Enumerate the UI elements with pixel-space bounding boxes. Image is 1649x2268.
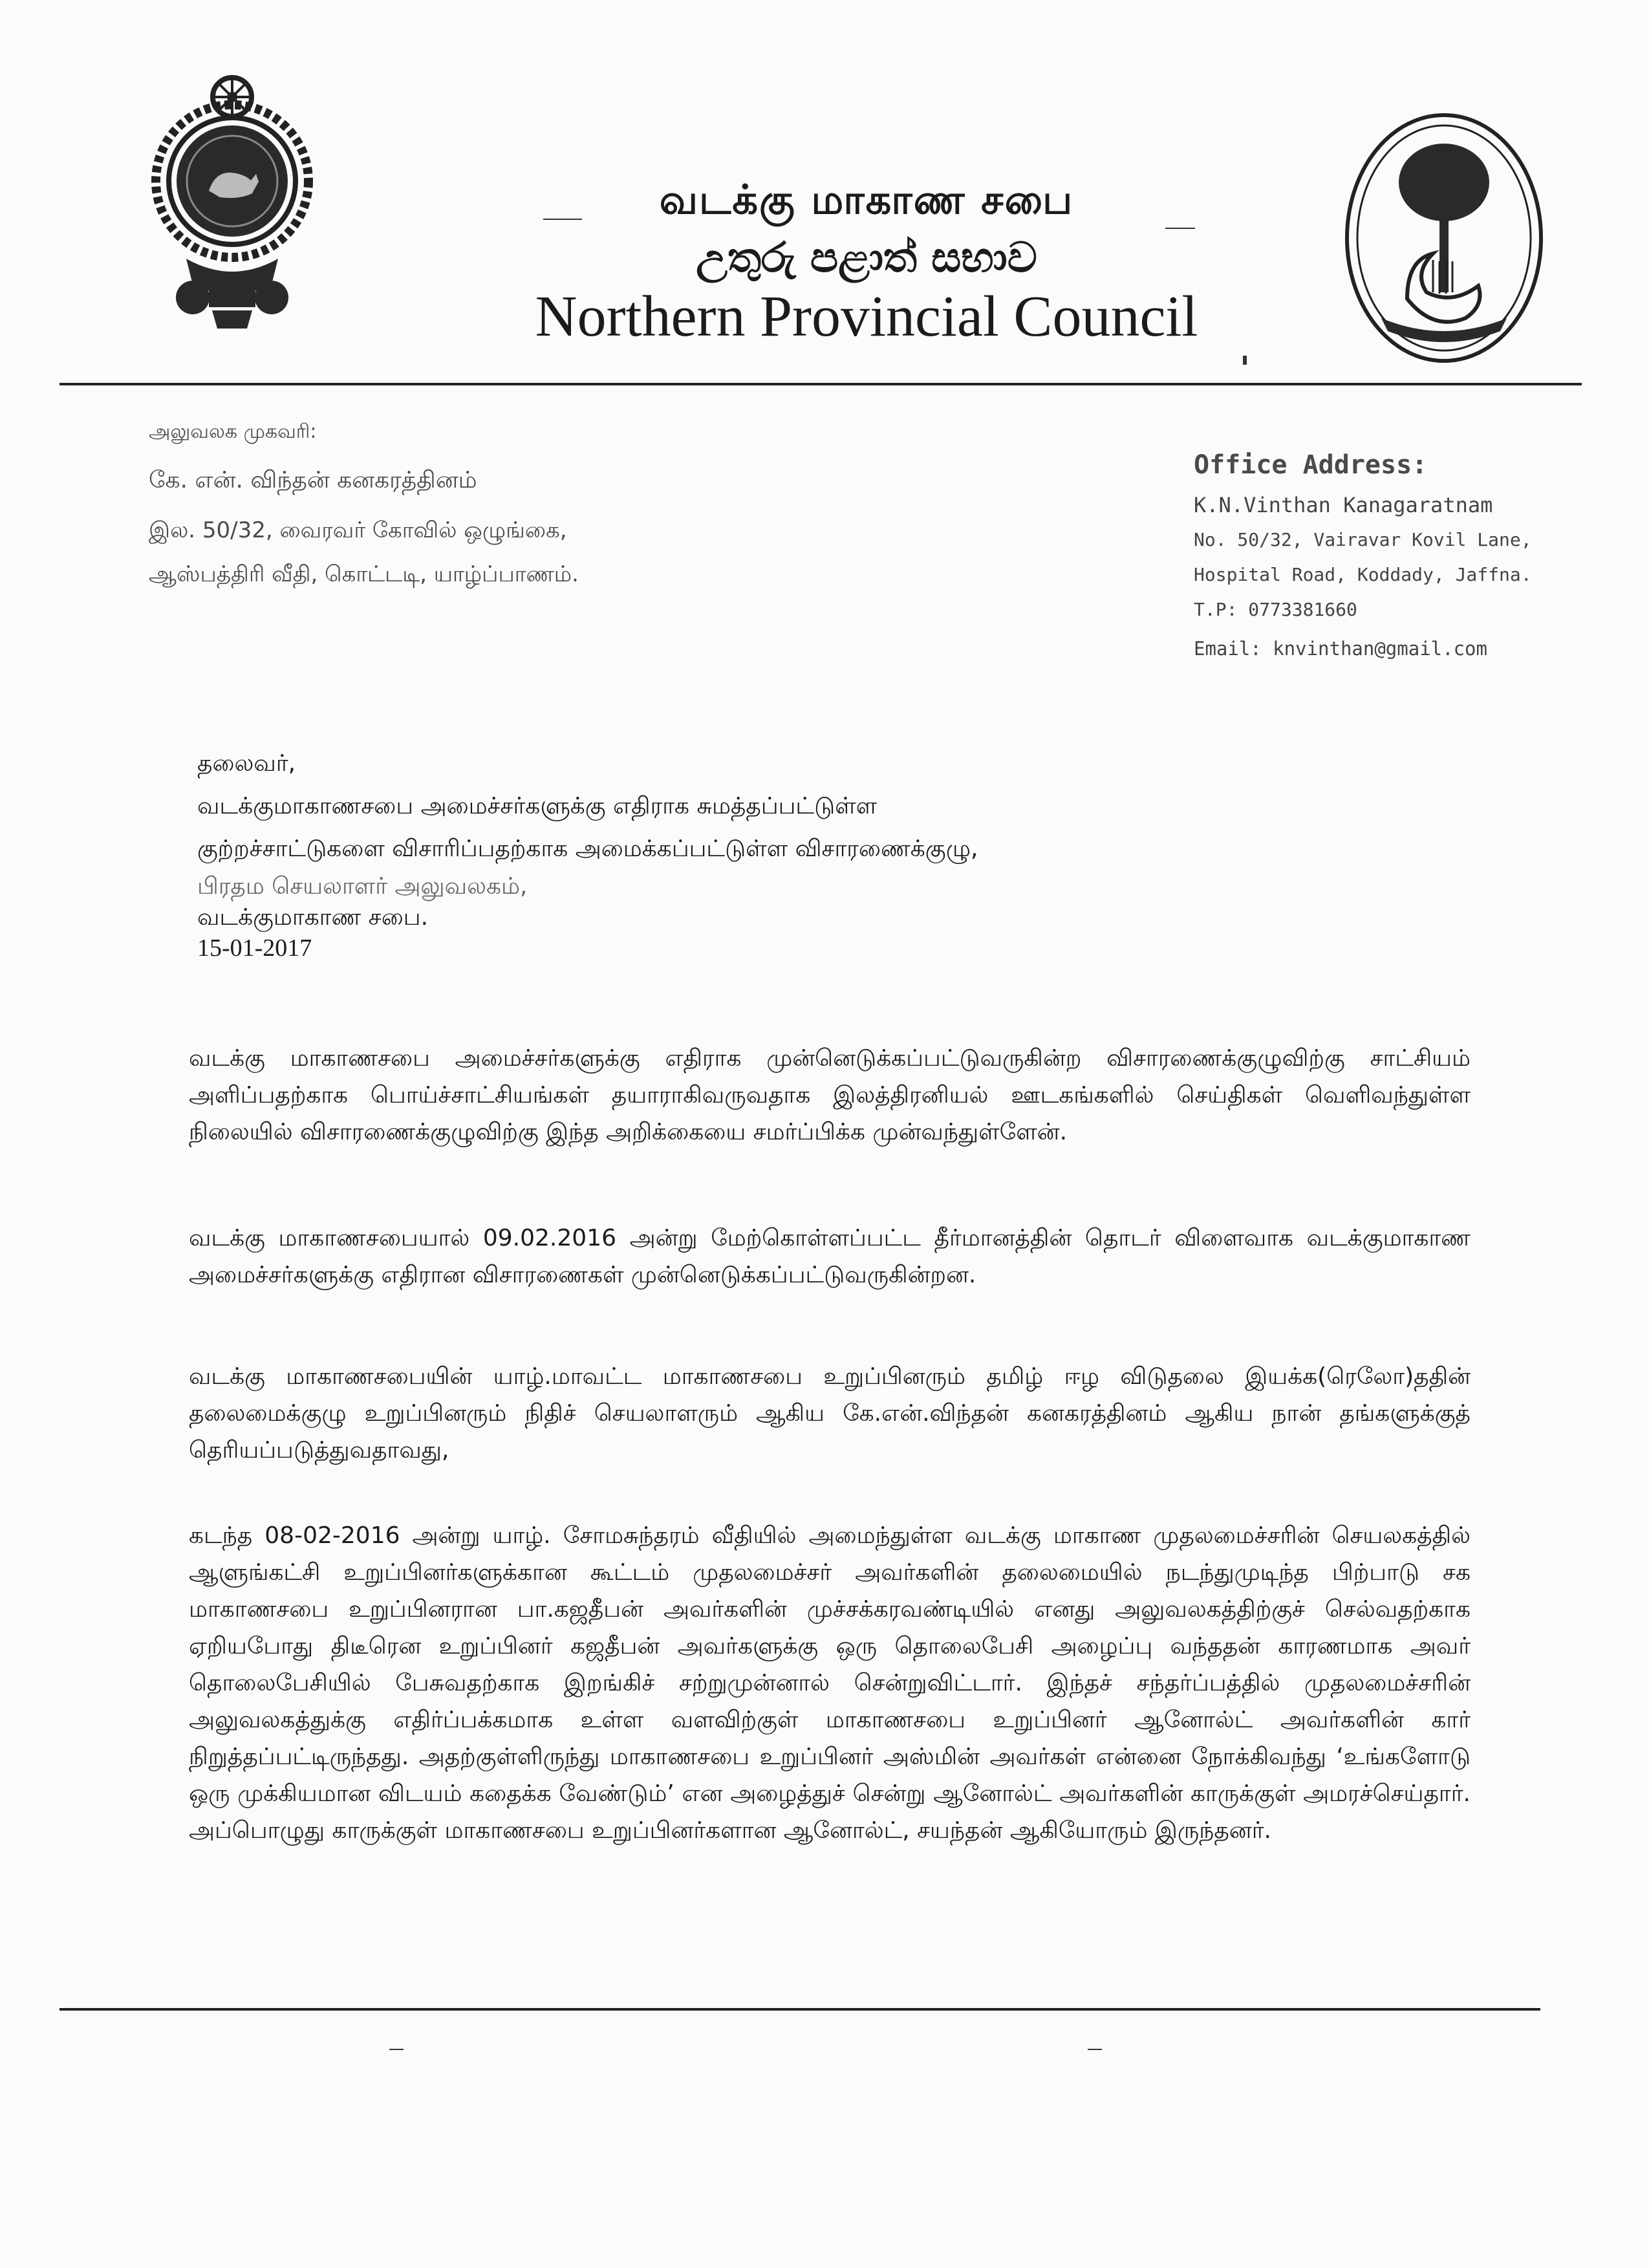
letterhead-dash — [543, 219, 582, 220]
footer-mark — [1088, 2049, 1102, 2050]
office-address-label-tamil: அலுவலக முகவரி: — [149, 420, 317, 443]
office-address-line-english: No. 50/32, Vairavar Kovil Lane, — [1194, 529, 1532, 550]
office-phone: T.P: 0773381660 — [1194, 599, 1357, 620]
office-address-line-tamil: இல. 50/32, வைரவர் கோவில் ஒழுங்கை, — [149, 517, 567, 543]
office-address-label-english: Office Address: — [1194, 450, 1428, 480]
office-address-line-tamil: ஆஸ்பத்திரி வீதி, கொட்டடி, யாழ்ப்பாணம். — [149, 561, 579, 587]
recipient-line: வடக்குமாகாணசபை அமைச்சர்களுக்கு எதிராக சுமத்தப்பட்டுள்ள — [197, 793, 878, 819]
letterhead-mark — [1243, 356, 1247, 365]
office-name-english: K.N.Vinthan Kanagaratnam — [1194, 493, 1493, 517]
recipient-council: வடக்குமாகாண சபை. — [197, 904, 429, 931]
recipient-office: பிரதம செயலாளர் அலுவலகம், — [197, 873, 528, 900]
body-paragraph-4: கடந்த 08-02-2016 அன்று யாழ். சோமசுந்தரம் வீதியில் அமைந்துள்ள வடக்கு மாகாண முதலமைச்சரின் செயலகத்தில் ஆளுங்கட்சி உறுப்பினர்களுக்கான கூட்டம் முதலமைச்சர் அவர்களின் தலைமையில் நடந்துமுடிந்த பிற்பாடு சக மாகாணசபை உறுப்பினரான பா.கஜதீபன் அவர்களின் முச்சக்கரவண்டியில் எனது அலுவலகத்திற்குச் செல்வதற்காக ஏறியபோது திடீரென உறுப்பினர் கஜதீபன் அவர்களுக்கு ஒரு தொலைபேசி அழைப்பு வந்ததன் காரணமாக அவர் தொலைபேசியில் பேசுவதற்காக இறங்கிச் சற்றுமுன்னால் சென்றுவிட்டார். இந்தச் சந்தர்ப்பத்தில் முதலமைச்சரின் அலுவலகத்துக்கு எதிர்ப்பக்கமாக உள்ள வளவிற்குள் மாகாணசபை உறுப்பினர் ஆனோல்ட் அவர்களின் கார் நிறுத்தப்பட்டிருந்தது. அதற்குள்ளிருந்து மாகாணசபை உறுப்பினர் அஸ்மின் அவர்கள் என்னை நோக்கிவந்து ‘உங்களோடு ஒரு முக்கியமான விடயம் கதைக்க வேண்டும்’ என அழைத்துச் சென்று ஆனோல்ட் அவர்களின் காருக்குள் அமரச்செய்தார். அப்பொழுது காருக்குள் மாகாணசபை உறுப்பினர்களான ஆனோல்ட், சயந்தன் ஆகியோரும் இருந்தனர். — [189, 1522, 1471, 1844]
recipient-line: குற்றச்சாட்டுகளை விசாரிப்பதற்காக அமைக்கப்பட்டுள்ள விசாரணைக்குழு, — [197, 836, 978, 862]
sri-lanka-emblem-icon — [147, 52, 317, 336]
office-email: Email: knvinthan@gmail.com — [1194, 638, 1487, 660]
footer-mark — [389, 2049, 404, 2050]
office-address-line-english: Hospital Road, Koddady, Jaffna. — [1194, 564, 1532, 585]
body-paragraph-3: வடக்கு மாகாணசபையின் யாழ்.மாவட்ட மாகாணசபை உறுப்பினரும் தமிழ் ஈழ விடுதலை இயக்க(ரெலோ)ததின் தலைமைக்குழு உறுப்பினரும் நிதிச் செயலாளரும் ஆகிய கே.என்.விந்தன் கனகரத்தினம் ஆகிய நான் தங்களுக்குத் தெரியப்படுத்துவதாவது, — [189, 1363, 1471, 1463]
letterhead-divider — [59, 383, 1582, 385]
letterhead-sinhala-name: උතුරු පළාත් සභාව — [696, 234, 1037, 282]
letterhead-tamil-name: வடக்கு மாகாண சபை — [659, 176, 1074, 223]
letterhead-dash — [1165, 228, 1195, 229]
recipient-title: தலைவர், — [197, 750, 296, 777]
northern-province-emblem-icon — [1336, 105, 1552, 371]
letter-date: 15-01-2017 — [197, 934, 312, 962]
body-paragraph-2: வடக்கு மாகாணசபையால் 09.02.2016 அன்று மேற்கொள்ளப்பட்ட தீர்மானத்தின் தொடர் விளைவாக வடக்குமாகாண அமைச்சர்களுக்கு எதிரான விசாரணைகள் முன்னெடுக்கப்பட்டுவருகின்றன. — [189, 1225, 1471, 1288]
office-name-tamil: கே. என். விந்தன் கனகரத்தினம் — [149, 467, 477, 493]
letterhead-english-name: Northern Provincial Council — [535, 285, 1198, 349]
body-paragraph-1: வடக்கு மாகாணசபை அமைச்சர்களுக்கு எதிராக முன்னெடுக்கப்பட்டுவருகின்ற விசாரணைக்குழுவிற்கு சாட்சியம் அளிப்பதற்காக பொய்ச்சாட்சியங்கள் தயாராகிவருவதாக இலத்திரனியல் ஊடகங்களில் செய்திகள் வெளிவந்துள்ள நிலையில் விசாரணைக்குழுவிற்கு இந்த அறிக்கையை சமர்ப்பிக்க முன்வந்துள்ளேன். — [189, 1045, 1471, 1145]
footer-divider — [59, 2008, 1540, 2011]
